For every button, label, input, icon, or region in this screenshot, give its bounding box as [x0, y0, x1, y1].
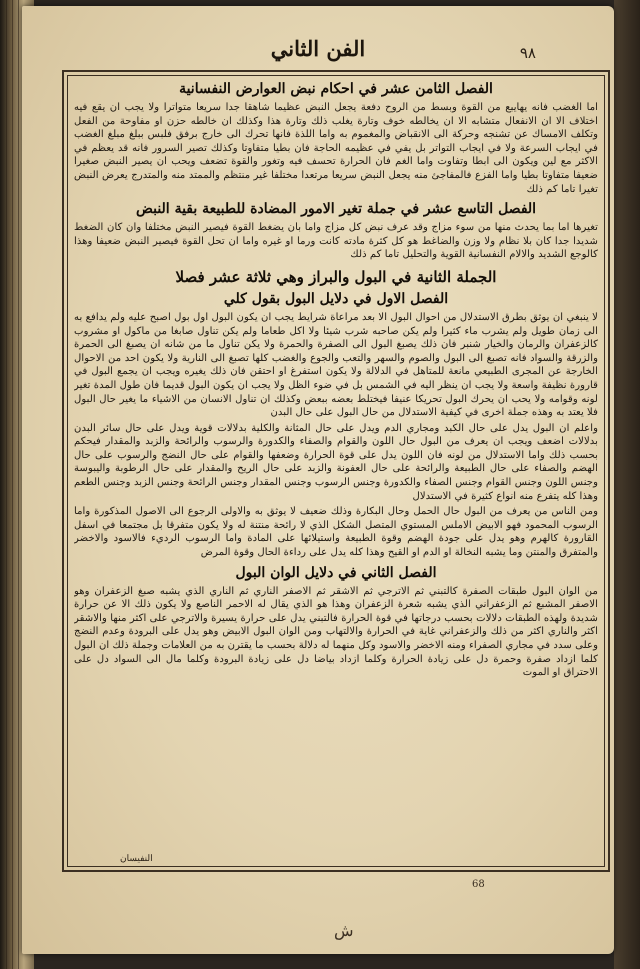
page-number: ٩٨ [519, 44, 536, 62]
section-heading: الفصل الثامن عشر في احكام نبض العوارض النفسانية [179, 81, 493, 97]
body-paragraph: واعلم ان البول يدل على حال الكبد ومجاري الدم ويدل على حال المثانة والكلية بدلالات قوية ويدل على حال سائر البدن بدلالات اضعف ويجب ان يعرف من البول حال اللون والقوام والصفاء والكدورة والرسوب والرائحة والزبد والمقدار فيحكم بحسب ذلك واما الاستدلال من لونه فان اللون يدل على قوة الحرارة وضعفها والقوام على حال النضج والرسوب على حال الهضم والصفاء على حال الطبيعة والرائحة على حال العفونة والزبد على حال الريح والمقدار على حال الرطوبة واليبوسة وجنس اللون وجنس القوام وجنس الصفاء والكدورة وجنس الرسوب وجنس المقدار وجنس الرائحة وجنس الزبد وجنس الطعم وهذا كله يتفرع منه انواع كثيرة في الاستدلال [74, 422, 598, 502]
body-paragraph: تغيرها اما بما يحدث منها من سوء مزاج وقد عرف نبض كل مزاج واما بان يضغط القوة فيصير النبض مختلفا وان كان الضغط شديدا جدا كان بلا نظام ولا وزن والضاغط هو كل كثرة مادته كانت ورما او غيره واما ان تحل القوة فيصير النبض ضعيفا وهذا كالوجع الشديد والالام النفسانية القوية والتحليل تاما كم ذلك [74, 222, 598, 261]
page-header [62, 36, 574, 70]
text-block [74, 76, 598, 866]
marginal-catchword: النفيسان [120, 854, 153, 864]
body-paragraph: من الوان البول طبقات الصفرة كالتبني ثم الاترجي ثم الاشقر ثم الاصفر الناري ثم الناري الذي يشبه صبغ الزعفران وهو الاصفر المشبع ثم الزعفراني الذي يشبه شعرة الزعفران وهذا هو الذي يقال له الاحمر الناصع ولا يكون ذلك الا عن حرارة شديدة ولهذه الطبقات دلالات بحسب درجاتها في قوة الحرارة فالتبني يدل على حرارة يسيرة والاترجي على اكثر منها والاشقر اكثر والناري اكثر من ذلك والزعفراني غاية في الحرارة والالتهاب ومن الوان البول الابيض وهو يدل على البرودة وعدم النضج وعلى سدد في مجاري الصفراء ومنه الاخضر والاسود وكل منهما له دلالة بحسب ما يقترن به من العلامات وجملة ذلك ان البول كلما ازداد صفرة وحمرة دل على زيادة الحرارة وكلما ازداد بياضا دل على زيادة البرودة وكلما مال الى السواد دل على الاحتراق او الموت [74, 585, 598, 679]
section-heading: الفصل التاسع عشر في جملة تغير الامور المضادة للطبيعة بقية النبض [135, 201, 537, 218]
section-heading: الفصل الاول في دلايل البول بقول كلي [223, 290, 449, 307]
body-paragraph: لا ينبغي ان يوثق بطرق الاستدلال من احوال البول الا بعد مراعاة شرايط يجب ان يكون البول اول بول اصبح عليه ولم يدافع به الى زمان طويل ولم يشرب ماء كثيرا ولم يكن صاحبه شرب شيئا ولا اكل طعاما ولم يكن تناول صابغا من ماكول او مشروب كالزعفران والرمان والخيار شنبر فان ذلك يصبغ البول الى الصفرة والحمرة ولا يكن تناول ما من شانه ان يصبغ الى الحمرة والزرقة والسواد فانه تصبغ الى البول والصوم والسهر والتعب والجوع والغضب كلها تصبغ الى النارية ولا يكون احد من الاحوال الخارجة عن المجرى الطبيعي مانعة للمتاهل في الدلالة ولا يكون استفرغ او احتقن فان ذلك يغيره ويجب ان يجمع البول في قارورة نظيفة واسعة ولا يجب ان ينظر اليه في الشمس بل في ضوء الظل ولا يجب ان يكون البول قديما فان طول المدة تغير لونه وقوامه ولا يحب ان يحرك البول تحريكا عنيفا فيختلط بعضه ببعض وكذلك ان تناول الانسان من الاشياء ما يغير حال البول فلا يعتد به وهذه جملة اخرى في كيفية الاستدلال من حال البول على حال البدن [74, 311, 598, 419]
running-title: الفن الثاني [270, 36, 366, 61]
section-heading: الفصل الثاني في دلايل الوان البول [235, 564, 437, 581]
footer-mark: ش [334, 921, 354, 940]
footer-page-number: 68 [472, 879, 485, 890]
body-paragraph: اما الغضب فانه يهايبع من القوة وبسط من الروح دفعة يجعل النبض عظيما شاهقا جدا سريعا متواترا ولا يجب ان يقع فيه اختلاف الا ان الانفعال متشابه الا ان يخالطه خوف وتارة يغلب ذلك وتارة هذا وكذلك ان خالطه حزن او مفاوحة من الفعل وتكلف الامساك عن تشنجه وحركة الى الانقباض والمغموم به واما اللذة فانها تحرك الى خارج برفق فلبس ببلغ مبلغ الغضب في ايجاب السرعة ولا في ايجاب التواتر بل يفي في عظيمه الحاجة فان بطيا متفاوتا وكذلك تصير السرور فانه قد يعظم في الاكثر مع لين ويكون الى ابطا وتفاوت واما الغم فان الحرارة تحسف فيه وتغور والقوة تضعف ويحب ان يصير النبض صغيرا ضعيفا متفاوتا بطيا واما الفزع فالمفاجئ منه يجعل النبض سريعا مرتعدا مختلفا غير منتظم والممتد منه والمتدرج يعرض النبض تغيرا تاما كم ذلك [74, 102, 598, 195]
text-frame [62, 70, 610, 872]
manuscript-page [22, 6, 614, 954]
book-cover-edge [614, 0, 640, 969]
body-paragraph: ومن الناس من يعرف من البول حال الحمل وحال البكارة وذلك ضعيف لا يوثق به والاولى الرجوع الى الاصول المذكورة واما الرسوب المحمود فهو الابيض الاملس المستوي المتصل الشكل الذي لا رائحة منتنة له ولا يكون متفرقا بل مجتمعا في اسفل القارورة كالهرم وهو يدل على جودة الهضم وقوة الطبيعة واستيلائها على المادة واما الرسوب الرديء فالاسود والاخضر والمتفرق والمنتن وما يشبه النخالة او الدم او القيح وهذا كله يدل على رداءة الحال وقوة المرض [74, 506, 598, 559]
section-heading: الجملة الثانية في البول والبراز وهي ثلاثة عشر فصلا [175, 267, 497, 286]
